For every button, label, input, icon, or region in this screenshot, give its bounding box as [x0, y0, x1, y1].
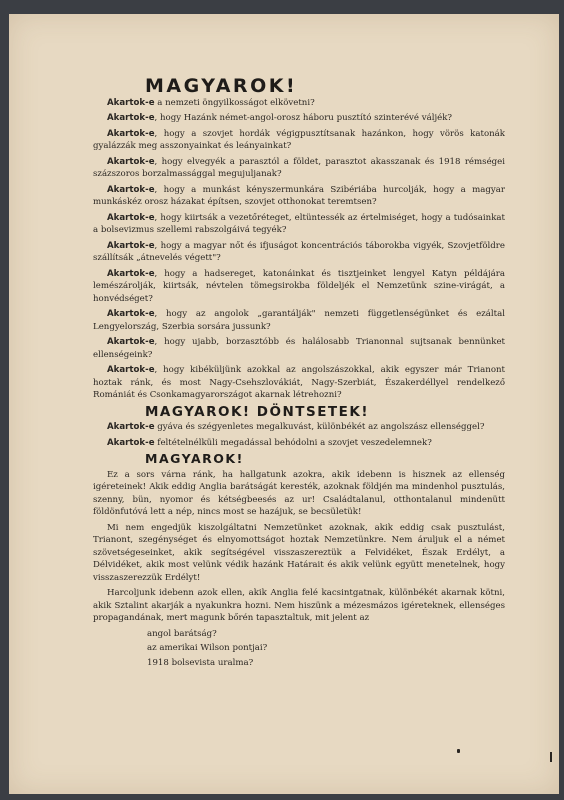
question-lead: Akartok-e	[107, 337, 155, 347]
leaflet-page	[9, 14, 559, 794]
question-8	[93, 268, 505, 306]
question-text: gyáva és szégyenletes megalkuvást, különbékét az angolszász ellenséggel?	[154, 422, 485, 432]
question-lead: Akartok-e	[107, 365, 155, 375]
question-lead: Akartok-e	[107, 113, 155, 123]
question-lead: Akartok-e	[107, 309, 155, 319]
leaflet-content	[93, 75, 505, 671]
question-text: , hogy a magyar nőt és ifjuságot koncentrációs táborokba vigyék, Szovjetföldre szállítsák „átnevelés végett"?	[93, 240, 505, 263]
question-text: feltételnélküli megadással behódolni a szovjet veszedelemnek?	[154, 437, 432, 448]
question-text: , hogy a hadsereget, katonáinkat és tisztjeinket lengyel Katyn példájára lemészárolják, kiirtsák, névtelen tömegsirokba földeljék el Nemzetünk szine-virágát, a honvédséget?	[93, 268, 505, 304]
question-11	[93, 364, 505, 402]
question-text: , hogy a szovjet hordák végigpusztítsanak hazánkon, hogy vörös katonák gyalázzák meg asszonyainkat és leányainkat?	[93, 128, 505, 151]
question-lead: Akartok-e	[107, 268, 155, 279]
paragraph-3: Harcoljunk idebenn azok ellen, akik Anglia felé kacsintgatnak, különbékét akarnak kötni, akik Sztalint akarják a nyakunkra hozni. Nem hiszünk a mézesmázos igéreteknek, ellenséges propagandának, mert magunk bőrén tapasztaltuk, mit jelent az	[93, 588, 505, 623]
question-text: , hogy kiirtsák a vezetőréteget, eltüntessék az értelmiséget, hogy a tudósainkat a bolsevizmus szellemi rabszolgáivá tegyék?	[93, 212, 505, 235]
question-lead: Akartok-e	[107, 240, 155, 251]
question-text: , hogy az angolok „garantálják" nemzeti függetlenségünket és ezáltal Lengyelország, Szerbia sorsára jussunk?	[93, 309, 505, 332]
question-text: a nemzeti öngyilkosságot elkövetni?	[154, 97, 315, 108]
question-text: , hogy a munkást kényszermunkára Szibériába hurcolják, hogy a magyar munkáskéz orosz házakat építsen, szovjet otthonokat teremtsen?	[93, 184, 505, 207]
question-4	[93, 156, 505, 181]
list-item: az amerikai Wilson pontjai?	[147, 643, 268, 653]
question-lead: Akartok-e	[107, 422, 155, 432]
question-lead: Akartok-e	[107, 437, 155, 448]
question-lead: Akartok-e	[107, 128, 155, 139]
question-lead: Akartok-e	[107, 184, 155, 195]
ink-speck	[550, 752, 552, 762]
question-5	[93, 184, 505, 209]
paragraph-1: Ez a sors várna ránk, ha hallgatunk azokra, akik idebenn is hisznek az ellenség igéreteinek! Akik eddig Anglia barátságát keresték, azoknak földjén ma mindenhol pusztulás, szenny, bün, nyomor és kétségbeesés az ur! Családtalanul, otthontalanul mindenütt földönfutóvá lett a nép, nincs most se hazájuk, se becsületük!	[93, 469, 505, 517]
paragraph-2: Mi nem engedjük kiszolgáltatni Nemzetünket azoknak, akik eddig csak pusztulást, Trianont, szegénységet és elnyomottságot hoztak Nemzetünkre. Nem áruljuk el a német szövetségeseinket, akik segítségével visszaszereztük a Felvidéket, Észak Erdélyt, a Délvidéket, akik most velünk védik hazánk Határait és akik velünk együtt menetelnek, hogy visszaszerezzük Erdélyt!	[93, 522, 505, 583]
question-text: , hogy ujabb, borzasztóbb és halálosabb Trianonnal sujtsanak bennünket ellenségeink?	[93, 337, 505, 360]
closing-list	[147, 628, 505, 670]
heading-magyarok-dontsetek: MAGYAROK! DÖNTSETEK!	[145, 403, 369, 420]
list-item: 1918 bolsevista uralma?	[147, 657, 254, 668]
question-7	[93, 240, 505, 265]
question-1	[93, 97, 505, 110]
heading-magyarok-2: MAGYAROK!	[145, 451, 244, 466]
list-item: angol barátság?	[147, 628, 217, 639]
question-9	[93, 308, 505, 333]
ink-speck	[457, 749, 460, 753]
question-lead: Akartok-e	[107, 212, 155, 223]
question-3	[93, 128, 505, 153]
question-13	[93, 437, 505, 450]
question-10	[93, 336, 505, 361]
question-6	[93, 212, 505, 237]
question-12	[93, 421, 505, 434]
question-text: , hogy Hazánk német-angol-orosz háboru pusztító szinterévé váljék?	[154, 113, 453, 123]
question-lead: Akartok-e	[107, 156, 155, 167]
question-lead: Akartok-e	[107, 97, 155, 108]
heading-magyarok: MAGYAROK!	[145, 75, 298, 97]
question-2	[93, 112, 505, 125]
question-text: , hogy elvegyék a parasztól a földet, parasztot akasszanak és 1918 rémségei százszoros borzalmassággal megujuljanak?	[93, 156, 505, 179]
question-text: , hogy kibéküljünk azokkal az angolszászokkal, akik egyszer már Trianont hoztak ránk, és most Nagy-Csehszlovákiát, Nagy-Szerbiát, Északerdéllyel rendelkező Romániát és Csonkamagyarországot akarnak létrehozni?	[93, 365, 505, 400]
